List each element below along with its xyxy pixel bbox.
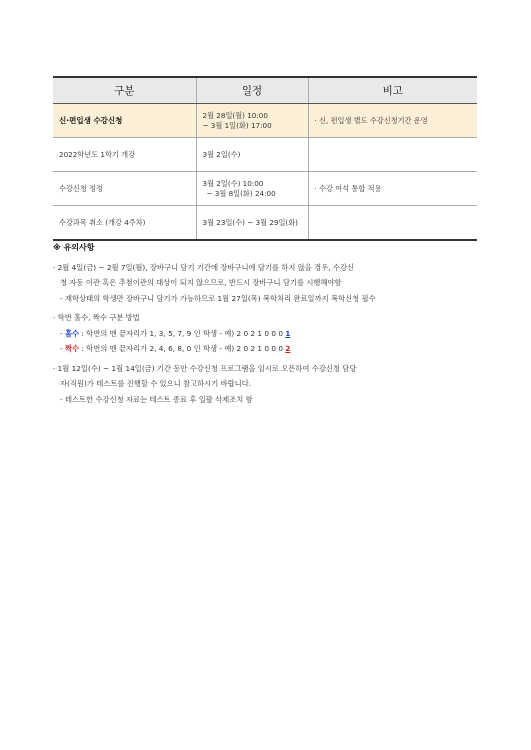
row-schedule-line1: 3월 2일(수) 10:00 (202, 178, 264, 188)
row-schedule-line2: ~ 3월 1일(화) 17:00 (202, 120, 272, 130)
header-schedule: 일정 (196, 77, 308, 104)
even-label: 짝수 (64, 344, 80, 353)
note-item-3-sub: - 테스트한 수강신청 자료는 테스트 종료 후 일괄 삭제조치 함 (60, 394, 253, 404)
row-category: 신·편입생 수강신청 (53, 104, 196, 138)
row-note (308, 138, 477, 172)
header-category: 구분 (53, 77, 196, 104)
row-schedule-line2: ~ 3월 8일(화) 24:00 (206, 188, 276, 198)
note-item-2-title: · 학번 홀수, 짝수 구분 방법 (53, 313, 140, 322)
note-odd-line (53, 326, 483, 342)
odd-text: : 학번의 맨 끝자리가 1, 3, 5, 7, 9 인 학생 - 예) 2 0 2 1 0 0 0 (79, 328, 286, 338)
row-category: 2022학년도 1학기 개강 (53, 138, 196, 172)
row-category: 수강신청 정정 (53, 172, 196, 206)
notes-heading: ※ 유의사항 (53, 243, 95, 252)
schedule-table (53, 76, 477, 241)
header-note: 비고 (308, 77, 477, 104)
table-row (53, 104, 477, 138)
table-row (53, 138, 477, 172)
odd-prefix: - (60, 328, 65, 338)
table-header-row (53, 77, 477, 104)
note-item-3-line-2: 자(직원)가 테스트를 진행할 수 있으니 참고하시기 바랍니다. (60, 379, 252, 388)
note-item-1-line-1: · 2월 4일(금) ~ 2월 7일(월), 장바구니 담기 기간에 장바구니에 담기를 하지 않을 경우, 수강신 (53, 262, 355, 272)
row-schedule-line1: 2월 28일(월) 10:00 (202, 110, 268, 120)
table-row (53, 206, 477, 241)
table-row (53, 172, 477, 206)
row-schedule (196, 138, 308, 172)
row-schedule (196, 172, 308, 206)
row-note (308, 206, 477, 241)
even-prefix: - (60, 344, 65, 353)
note-even-line (53, 341, 483, 357)
row-schedule-line1: 3월 2일(수) (202, 149, 241, 159)
row-note: · 신, 편입생 별도 수강신청기간 운영 (308, 104, 477, 138)
even-digit: 2 (285, 344, 291, 353)
note-item-3-line-1: · 1월 12일(수) ~ 1월 14일(금) 기간 동안 수강신청 프로그램을 임시로 오픈하여 수강신청 담당 (53, 363, 357, 373)
row-schedule (196, 104, 308, 138)
odd-label: 홀수 (64, 328, 80, 338)
row-category: 수강과목 취소 (개강 4주차) (53, 206, 196, 241)
row-schedule (196, 206, 308, 241)
row-note: · 수강 여석 통합 적용 (308, 172, 477, 206)
odd-digit: 1 (285, 328, 291, 338)
note-item-1-line-2: 청 자동 이관 혹은 추첨이관의 대상이 되지 않으므로, 반드시 장바구니 담기를 시행해야함 (60, 278, 342, 287)
note-item-1-sub: - 재학상태의 학생만 장바구니 담기가 가능하므로 1월 27일(목) 복학처리 완료일까지 복학신청 필수 (60, 293, 376, 303)
notes-section (53, 240, 483, 407)
row-schedule-line1: 3월 23일(수) ~ 3월 29일(화) (202, 217, 298, 227)
even-text: : 학번의 맨 끝자리가 2, 4, 6, 8, 0 인 학생 - 예) 2 0 2 1 0 0 0 (79, 344, 286, 353)
